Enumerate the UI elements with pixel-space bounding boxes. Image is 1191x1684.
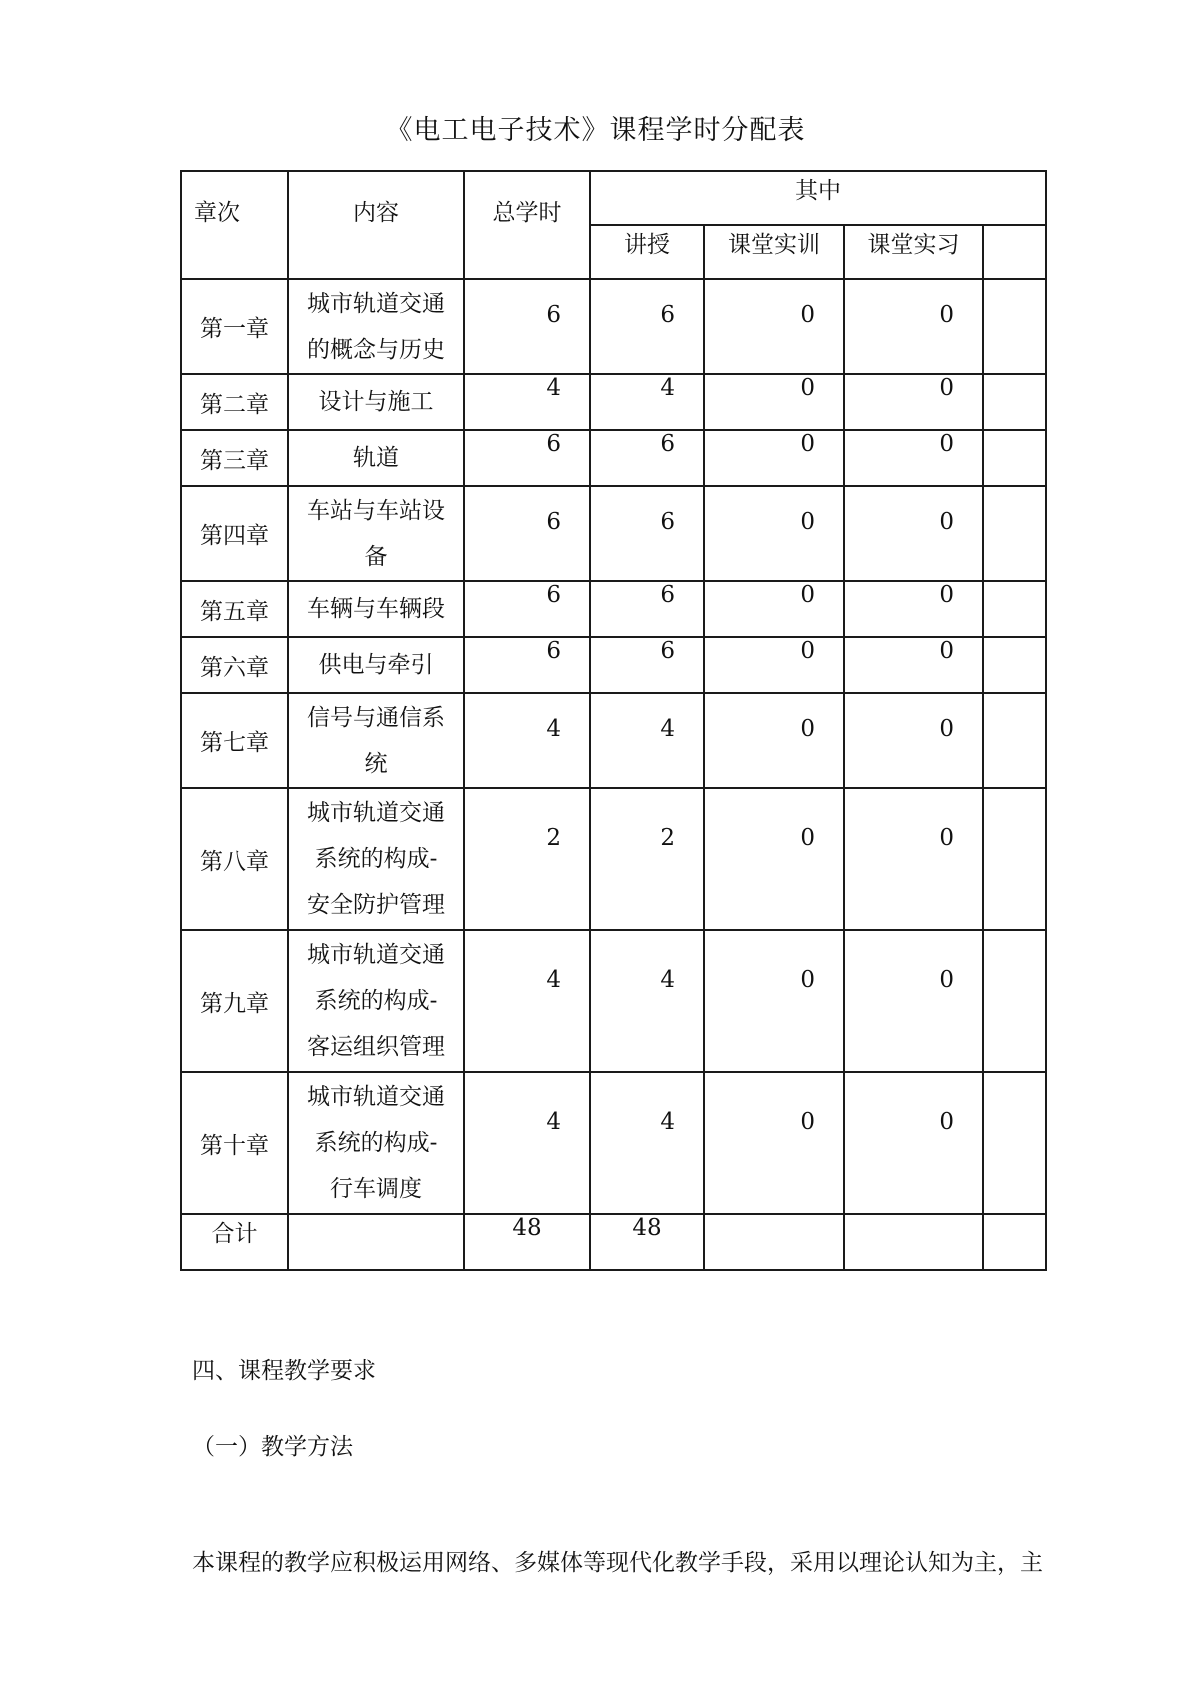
practice-cell: 0 xyxy=(844,279,983,374)
content-line: 城市轨道交通 xyxy=(307,942,445,968)
total-hours-cell: 2 xyxy=(464,788,590,930)
lecture-cell: 4 xyxy=(590,693,704,788)
extra-empty-cell xyxy=(983,430,1046,486)
total-label: 合计 xyxy=(181,1214,288,1270)
extra-empty-cell xyxy=(983,374,1046,430)
practice-cell: 0 xyxy=(844,1072,983,1214)
table-row xyxy=(181,430,1046,486)
content-line: 统 xyxy=(364,750,388,777)
content-cell xyxy=(288,374,464,430)
extra-empty-cell xyxy=(983,279,1046,374)
header-lecture: 讲授 xyxy=(590,225,704,279)
chapter-cell: 第三章 xyxy=(181,430,288,486)
chapter-cell: 第八章 xyxy=(181,788,288,930)
practice-cell: 0 xyxy=(844,486,983,581)
content-line: 车辆与车辆段 xyxy=(307,596,445,622)
total-hours-cell: 6 xyxy=(464,637,590,693)
table-row xyxy=(181,374,1046,430)
table-row xyxy=(181,930,1046,1072)
chapter-cell: 第二章 xyxy=(181,374,288,430)
body-paragraph: 本课程的教学应积极运用网络、多媒体等现代化教学手段，采用以理论认知为主，主 xyxy=(192,1550,1043,1576)
table-row xyxy=(181,1072,1046,1214)
lecture-cell: 2 xyxy=(590,788,704,930)
total-hours-cell: 6 xyxy=(464,581,590,637)
lecture-cell: 6 xyxy=(590,637,704,693)
total-extra-empty xyxy=(983,1214,1046,1270)
content-line: 城市轨道交通 xyxy=(307,800,445,826)
header-row-1 xyxy=(181,171,1046,225)
total-hours-cell: 4 xyxy=(464,693,590,788)
header-training: 课堂实训 xyxy=(704,225,844,279)
training-cell: 0 xyxy=(704,930,844,1072)
lecture-cell: 6 xyxy=(590,581,704,637)
header-total-hours: 总学时 xyxy=(464,171,590,279)
content-line: 系统的构成- xyxy=(314,988,438,1014)
content-cell xyxy=(288,637,464,693)
content-cell xyxy=(288,788,464,930)
training-cell: 0 xyxy=(704,486,844,581)
content-cell xyxy=(288,486,464,581)
practice-cell: 0 xyxy=(844,788,983,930)
header-content: 内容 xyxy=(288,171,464,279)
content-line: 的概念与历史 xyxy=(307,336,445,363)
content-line: 设计与施工 xyxy=(318,389,434,415)
extra-empty-cell xyxy=(983,637,1046,693)
page-title: 《电工电子技术》课程学时分配表 xyxy=(385,115,806,146)
table-row xyxy=(181,486,1046,581)
content-cell xyxy=(288,930,464,1072)
content-line: 系统的构成- xyxy=(314,1130,438,1156)
training-cell: 0 xyxy=(704,581,844,637)
training-cell: 0 xyxy=(704,430,844,486)
practice-cell: 0 xyxy=(844,374,983,430)
extra-empty-cell xyxy=(983,486,1046,581)
training-cell: 0 xyxy=(704,279,844,374)
total-training-empty xyxy=(704,1214,844,1270)
header-empty xyxy=(983,225,1046,279)
extra-empty-cell xyxy=(983,1072,1046,1214)
table-row xyxy=(181,279,1046,374)
extra-empty-cell xyxy=(983,693,1046,788)
lecture-cell: 4 xyxy=(590,374,704,430)
content-line: 系统的构成- xyxy=(314,846,438,872)
training-cell: 0 xyxy=(704,637,844,693)
chapter-cell: 第一章 xyxy=(181,279,288,374)
content-line: 安全防护管理 xyxy=(307,892,445,918)
chapter-cell: 第七章 xyxy=(181,693,288,788)
content-line: 城市轨道交通 xyxy=(307,1084,445,1110)
header-group: 其中 xyxy=(590,171,1046,225)
total-hours-cell: 4 xyxy=(464,1072,590,1214)
content-cell xyxy=(288,693,464,788)
lecture-cell: 6 xyxy=(590,486,704,581)
total-hours-cell: 6 xyxy=(464,486,590,581)
extra-empty-cell xyxy=(983,788,1046,930)
training-cell: 0 xyxy=(704,1072,844,1214)
total-content-empty xyxy=(288,1214,464,1270)
training-cell: 0 xyxy=(704,788,844,930)
total-practice-empty xyxy=(844,1214,983,1270)
table-body xyxy=(181,279,1046,1214)
header-chapter: 章次 xyxy=(181,171,288,279)
content-cell xyxy=(288,1072,464,1214)
extra-empty-cell xyxy=(983,930,1046,1072)
content-cell xyxy=(288,279,464,374)
lecture-cell: 6 xyxy=(590,279,704,374)
table-row xyxy=(181,693,1046,788)
practice-cell: 0 xyxy=(844,930,983,1072)
total-hours-sum: 48 xyxy=(464,1214,590,1270)
total-hours-cell: 6 xyxy=(464,430,590,486)
lecture-cell: 4 xyxy=(590,1072,704,1214)
table-row xyxy=(181,788,1046,930)
content-line: 客运组织管理 xyxy=(307,1034,445,1060)
content-line: 行车调度 xyxy=(330,1176,422,1202)
subsection-heading: （一）教学方法 xyxy=(192,1434,353,1460)
content-line: 备 xyxy=(364,543,388,570)
section-heading: 四、课程教学要求 xyxy=(192,1358,376,1384)
table-row xyxy=(181,637,1046,693)
content-cell xyxy=(288,581,464,637)
practice-cell: 0 xyxy=(844,581,983,637)
practice-cell: 0 xyxy=(844,430,983,486)
content-line: 城市轨道交通 xyxy=(307,290,445,317)
total-hours-cell: 4 xyxy=(464,930,590,1072)
practice-cell: 0 xyxy=(844,693,983,788)
chapter-cell: 第四章 xyxy=(181,486,288,581)
total-lecture-sum: 48 xyxy=(590,1214,704,1270)
chapter-cell: 第十章 xyxy=(181,1072,288,1214)
chapter-cell: 第六章 xyxy=(181,637,288,693)
training-cell: 0 xyxy=(704,374,844,430)
table-row xyxy=(181,581,1046,637)
content-line: 供电与牵引 xyxy=(318,652,434,678)
content-line: 轨道 xyxy=(353,445,399,471)
content-line: 车站与车站设 xyxy=(307,497,445,524)
content-cell xyxy=(288,430,464,486)
total-hours-cell: 4 xyxy=(464,374,590,430)
lecture-cell: 4 xyxy=(590,930,704,1072)
header-practice: 课堂实习 xyxy=(844,225,983,279)
total-row xyxy=(181,1214,1046,1270)
lecture-cell: 6 xyxy=(590,430,704,486)
content-line: 信号与通信系 xyxy=(307,704,445,731)
practice-cell: 0 xyxy=(844,637,983,693)
total-hours-cell: 6 xyxy=(464,279,590,374)
training-cell: 0 xyxy=(704,693,844,788)
chapter-cell: 第九章 xyxy=(181,930,288,1072)
extra-empty-cell xyxy=(983,581,1046,637)
hours-table xyxy=(180,170,1047,1271)
chapter-cell: 第五章 xyxy=(181,581,288,637)
